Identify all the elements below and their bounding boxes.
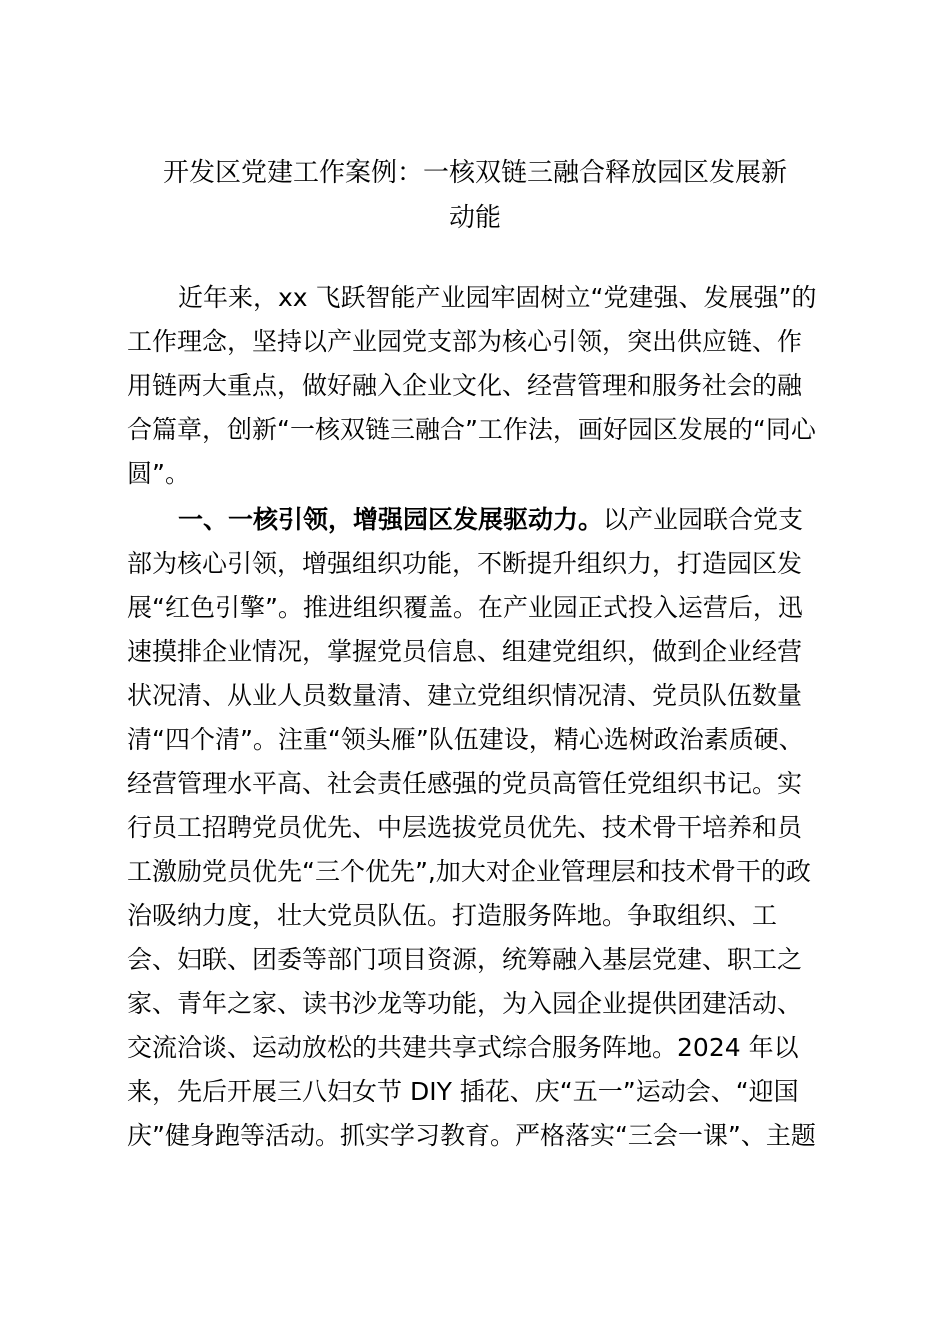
section-1-line-12: 家、青年之家、读书沙龙等功能，为入园企业提供团建活动、 — [127, 989, 803, 1018]
section-1-line-3: 展“红色引擎”。推进组织覆盖。在产业园正式投入运营后，迅 — [127, 593, 803, 622]
section-1-line-6: 清“四个清”。注重“领头雁”队伍建设，精心选树政治素质硬、 — [127, 725, 804, 754]
paragraph-1-line-1: 近年来，xx 飞跃智能产业园牢固树立“党建强、发展强”的 — [178, 283, 817, 312]
section-1-line-11: 会、妇联、团委等部门项目资源，统筹融入基层党建、职工之 — [127, 945, 803, 974]
section-1-line-8: 行员工招聘党员优先、中层选拔党员优先、技术骨干培养和员 — [127, 813, 803, 842]
section-1-heading: 一、一核引领，增强园区发展驱动力。 — [178, 505, 604, 534]
paragraph-1-line-4: 合篇章，创新“一核双链三融合”工作法，画好园区发展的“同心 — [127, 415, 816, 444]
document-title-line-2: 动能 — [448, 203, 501, 233]
section-1-line-10: 治吸纳力度，壮大党员队伍。打造服务阵地。争取组织、工 — [127, 901, 778, 930]
paragraph-1-line-3: 用链两大重点，做好融入企业文化、经营管理和服务社会的融 — [127, 371, 803, 400]
section-1-line-15: 庆”健身跑等活动。抓实学习教育。严格落实“三会一课”、主题 — [127, 1121, 816, 1150]
section-1-line-5: 状况清、从业人员数量清、建立党组织情况清、党员队伍数量 — [127, 681, 803, 710]
paragraph-1-line-2: 工作理念，坚持以产业园党支部为核心引领，突出供应链、作 — [127, 327, 803, 356]
section-1-line-9: 工激励党员优先“三个优先”,加大对企业管理层和技术骨干的政 — [127, 857, 811, 886]
section-1-first-line-text: 以产业园联合党支 — [603, 505, 804, 534]
section-1-line-14: 来，先后开展三八妇女节 DIY 插花、庆“五一”运动会、“迎国 — [127, 1077, 799, 1106]
section-1-line-4: 速摸排企业情况，掌握党员信息、组建党组织，做到企业经营 — [127, 637, 803, 666]
document-title-line-1: 开发区党建工作案例：一核双链三融合释放园区发展新 — [162, 158, 787, 188]
paragraph-1-line-5: 圆”。 — [127, 459, 190, 488]
section-1-first-line — [178, 502, 803, 538]
section-1-line-13: 交流洽谈、运动放松的共建共享式综合服务阵地。2024 年以 — [127, 1033, 799, 1062]
section-1-line-7: 经营管理水平高、社会责任感强的党员高管任党组织书记。实 — [127, 769, 803, 798]
section-1-line-2: 部为核心引领，增强组织功能，不断提升组织力，打造园区发 — [127, 549, 803, 578]
